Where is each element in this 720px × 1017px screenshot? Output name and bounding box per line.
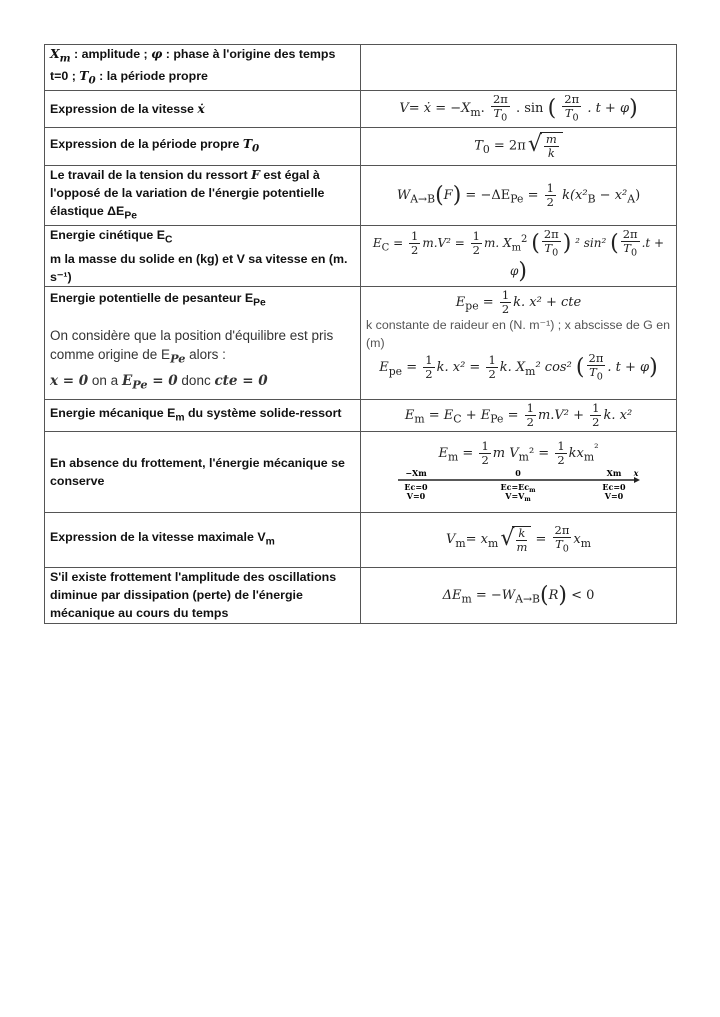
- table-row: [45, 567, 677, 623]
- table-row: [45, 431, 677, 512]
- friction-formula: $\Delta E_m = -W_{A\to B}(R) < 0$: [361, 567, 677, 623]
- friction-label: S'il existe frottement l'amplitude des oscillations diminue par dissipation (perte) de l'énergie mécanique au cours du temps: [45, 567, 361, 623]
- left-ec: Ec=0: [404, 482, 428, 493]
- mechanical-energy-formula: $E_m = E_C + E_{Pe}$ = $\frac{1}{2}$ m.V² + $\frac{1}{2}$ k. x²: [361, 399, 677, 431]
- table-row: [45, 399, 677, 431]
- axis-x-label: x: [633, 469, 639, 479]
- kinetic-label: Energie cinétique $E_C$ m la masse du solide en (kg) et V sa vitesse en (m. s⁻¹): [45, 226, 361, 286]
- conservation-label: En absence du frottement, l'énergie mécanique se conserve: [45, 431, 361, 512]
- work-label: Le travail de la tension du ressort F est égal à l'opposé de la variation de l'énergie potentielle élastique $\Delta E_{Pe}$: [45, 165, 361, 225]
- table-row: [45, 286, 677, 399]
- max-velocity-formula: $V_m= x_m$ √ $\frac{k}{m}$ = $\frac{2\pi}{T_0}$ $x_m$: [361, 512, 677, 567]
- velocity-formula: V= ẋ = $-X_m$. $\frac{2\pi}{T_0}$ . sin ( $\frac{2\pi}{T_0}$ . t + φ): [361, 90, 677, 127]
- mechanical-energy-label: Energie mécanique $E_m$ du système solide-ressort: [45, 399, 361, 431]
- table-row: [45, 45, 677, 91]
- axis-left-label: −Xm: [405, 469, 427, 479]
- table-row: [45, 512, 677, 567]
- gravity-energy-label: Energie potentielle de pesanteur $E_{Pe}$ On considère que la position d'équilibre est pris comme origine de $E_{Pe}$ alors : x = 0 on a $E_{Pe} = 0$ donc cte = 0: [45, 286, 361, 399]
- work-formula: $W_{A\to B}(F) = -\Delta E_{Pe}$ = $\frac{1}{2}$ $k(x^2_B - x^2_A)$: [361, 165, 677, 225]
- table-row: [45, 165, 677, 225]
- velocity-label: Expression de la vitesse ẋ: [45, 90, 361, 127]
- conservation-formula: $E_m$ = $\frac{1}{2}$ m $V_m^2$ = $\frac{1}{2}$ $kx_m^{^2}$ −Xm 0 Xm x Ec=0 V=0 $Ec=Ec_m$ $V=V_m$ Ec=0 V=0: [361, 431, 677, 512]
- physics-summary-table: [44, 44, 677, 624]
- max-velocity-label: Expression de la vitesse maximale $V_m$: [45, 512, 361, 567]
- empty-cell: [361, 45, 677, 91]
- mid-v: $V=V_m$: [505, 491, 531, 504]
- table-row: [45, 90, 677, 127]
- left-v: V=0: [406, 491, 426, 502]
- gravity-energy-formula: $E_{pe}$ = $\frac{1}{2}$ k. x² + cte k constante de raideur en (N. m⁻¹) ; x abscisse de G en (m) $E_{pe}$ = $\frac{1}{2}$ k. x² = $\frac{1}{2}$ k. $X_m^2$ cos² ( $\frac{2\pi}{T_0}$ . t + φ): [361, 286, 677, 399]
- axis-right-label: Xm: [606, 469, 622, 479]
- axis-origin-label: 0: [515, 469, 521, 479]
- table-row: [45, 127, 677, 165]
- mid-ec: $Ec=Ec_m$: [500, 482, 536, 495]
- period-label: Expression de la période propre $T_0$: [45, 127, 361, 165]
- definitions-cell: $X_m$ : amplitude ; φ : phase à l'origine des temps t=0 ; $T_0$ : la période propre: [45, 45, 361, 91]
- oscillation-axis-diagram: [396, 469, 641, 503]
- right-ec: Ec=0: [602, 482, 626, 493]
- table-row: [45, 226, 677, 286]
- period-formula: $T_0 = 2\pi$ √ $\frac{m}{k}$: [361, 127, 677, 165]
- right-v: V=0: [604, 491, 624, 502]
- kinetic-formula: $E_C$ = $\frac{1}{2}$ m.V² = $\frac{1}{2}$ m. $X_m^2$ ( $\frac{2\pi}{T_0}$ ) ² sin² ( $\frac{2\pi}{T_0}$ .t + φ): [361, 226, 677, 286]
